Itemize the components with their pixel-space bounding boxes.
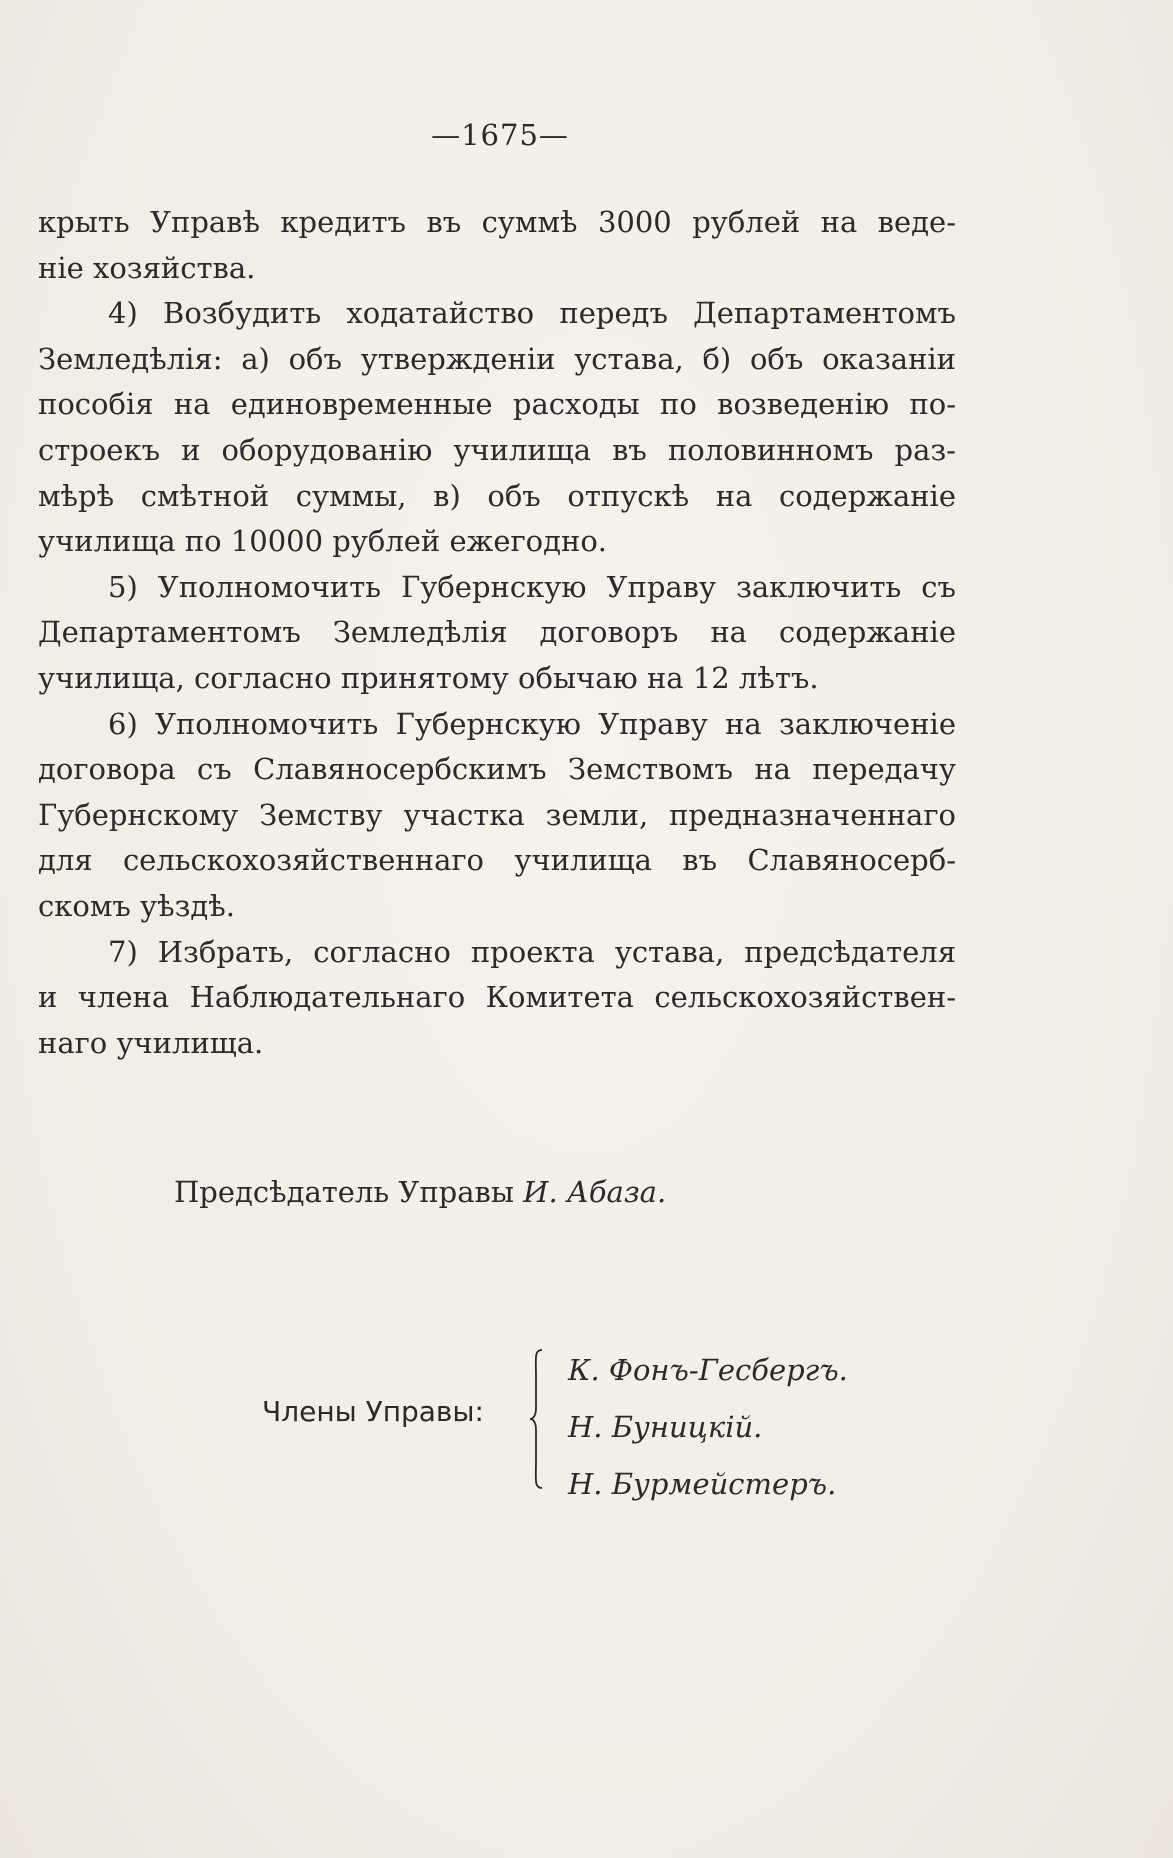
text-line: Земледѣлiя: а) объ утвержденiи устава, б) объ оказанiи [38,341,956,376]
brace-icon [528,1348,546,1490]
text-line: крыть Управѣ кредитъ въ суммѣ 3000 рублей на веде- [38,205,956,239]
chairman-signature [174,1175,666,1209]
text-line: училища по 10000 рублей ежегодно. [38,524,607,559]
text-line: строекъ и оборудованiю училища въ половинномъ раз- [38,432,956,467]
text-line: училища, согласно принятому обычаю на 12 лѣтъ. [38,660,819,695]
text-line: наго училища. [38,1025,264,1060]
text-line: Губернскому Земству участка земли, предназначеннаго [38,797,956,832]
text-line: нiе хозяйства. [38,250,256,285]
chairman-title: Предсѣдатель Управы [174,1175,514,1209]
body-text [38,200,956,1066]
text-line: договора съ Славяносербскимъ Земствомъ на передачу [38,752,956,787]
text-line: скомъ уѣздѣ. [38,888,235,923]
text-line: и члена Наблюдательнаго Комитета сельскохозяйствен- [38,980,956,1015]
member-name: Н. Буницкiй. [568,1410,763,1444]
text-line: 5) Уполномочить Губернскую Управу заключить съ [108,569,956,604]
member-name: Н. Бурмейстеръ. [568,1467,837,1501]
member-name: К. Фонъ-Гесбергъ. [568,1353,848,1387]
members-label: Члены Управы: [262,1395,484,1428]
chairman-name: И. Абаза. [523,1175,667,1209]
text-line: 6) Уполномочить Губернскую Управу на заключенiе [108,706,956,741]
member-names [568,1342,848,1513]
text-line: пособiя на единовременные расходы по возведенiю по- [38,387,956,422]
text-line: мѣрѣ смѣтной суммы, в) объ отпускѣ на содержанiе [38,478,956,513]
page-number: —1675— [431,118,569,152]
text-line: 7) Избрать, согласно проекта устава, предсѣдателя [108,934,956,969]
text-line: Департаментомъ Земледѣлiя договоръ на содержанiе [38,615,956,650]
text-line: 4) Возбудить ходатайство передъ Департаментомъ [108,296,956,331]
text-line: для сельскохозяйственнаго училища въ Славяносерб- [38,843,956,878]
